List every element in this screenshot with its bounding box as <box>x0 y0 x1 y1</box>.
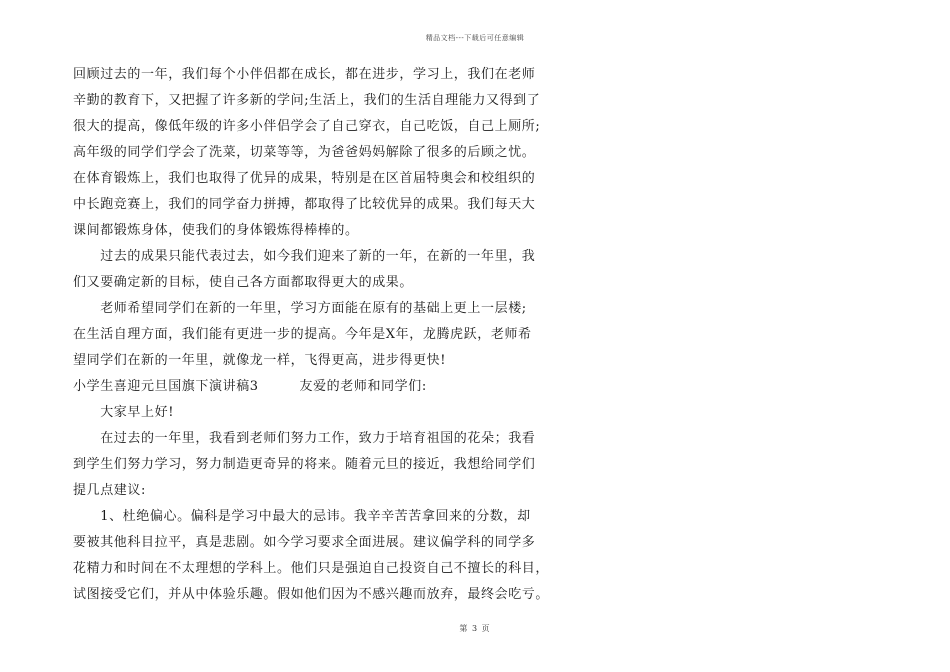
page-header: 精品文档---下载后可任意编辑 <box>425 34 525 42</box>
text-line: 们又要确定新的目标，使自己各方面都取得更大的成果。 <box>73 275 414 290</box>
text-line: 1、杜绝偏心。偏科是学习中最大的忌讳。我辛辛苦苦拿回来的分数，却 <box>73 509 531 524</box>
text-line: 过去的成果只能代表过去，如今我们迎来了新的一年，在新的一年里，我 <box>73 249 536 264</box>
text-line: 在过去的一年里，我看到老师们努力工作，致力于培育祖国的花朵；我看 <box>73 431 536 446</box>
section-title-line: 小学生喜迎元旦国旗下演讲稿3 友爱的老师和同学们: <box>73 379 427 394</box>
text-line: 花精力和时间在不太理想的学科上。他们只是强迫自己投资自己不擅长的科目， <box>73 561 550 576</box>
text-line: 要被其他科目拉平，真是悲剧。如今学习要求全面进展。建议偏学科的同学多 <box>73 535 536 550</box>
text-line: 老师希望同学们在新的一年里，学习方面能在原有的基础上更上一层楼; <box>73 301 527 316</box>
text-line: 望同学们在新的一年里，就像龙一样，飞得更高，进步得更快! <box>73 353 447 368</box>
page-number: 第 3 页 <box>459 624 491 633</box>
text-line: 中长跑竞赛上，我们的同学奋力拼搏，都取得了比较优异的成果。我们每天大 <box>73 197 536 212</box>
text-line: 回顾过去的一年，我们每个小伴侣都在成长，都在进步，学习上，我们在老师 <box>73 67 536 82</box>
text-line: 很大的提高，像低年级的许多小伴侣学会了自己穿衣，自己吃饭，自己上厕所; <box>73 119 541 134</box>
greeting-line: 大家早上好! <box>73 405 175 420</box>
text-line: 试图接受它们，并从中体验乐趣。假如他们因为不感兴趣而放弃，最终会吃亏。 <box>73 587 550 602</box>
text-line: 在体育锻炼上，我们也取得了优异的成果，特别是在区首届特奥会和校组织的 <box>73 171 536 186</box>
text-line: 高年级的同学们学会了洗菜，切菜等等，为爸爸妈妈解除了很多的后顾之忧。 <box>73 145 536 160</box>
text-line: 提几点建议: <box>73 483 146 498</box>
text-line: 到学生们努力学习，努力制造更奇异的将来。随着元旦的接近，我想给同学们 <box>73 457 536 472</box>
text-line: 在生活自理方面，我们能有更进一步的提高。今年是X年，龙腾虎跃，老师希 <box>73 327 532 342</box>
text-line: 课间都锻炼身体，使我们的身体锻炼得棒棒的。 <box>73 223 359 238</box>
document-body <box>73 62 550 608</box>
text-line: 辛勤的教育下，又把握了许多新的学问;生活上，我们的生活自理能力又得到了 <box>73 93 541 108</box>
